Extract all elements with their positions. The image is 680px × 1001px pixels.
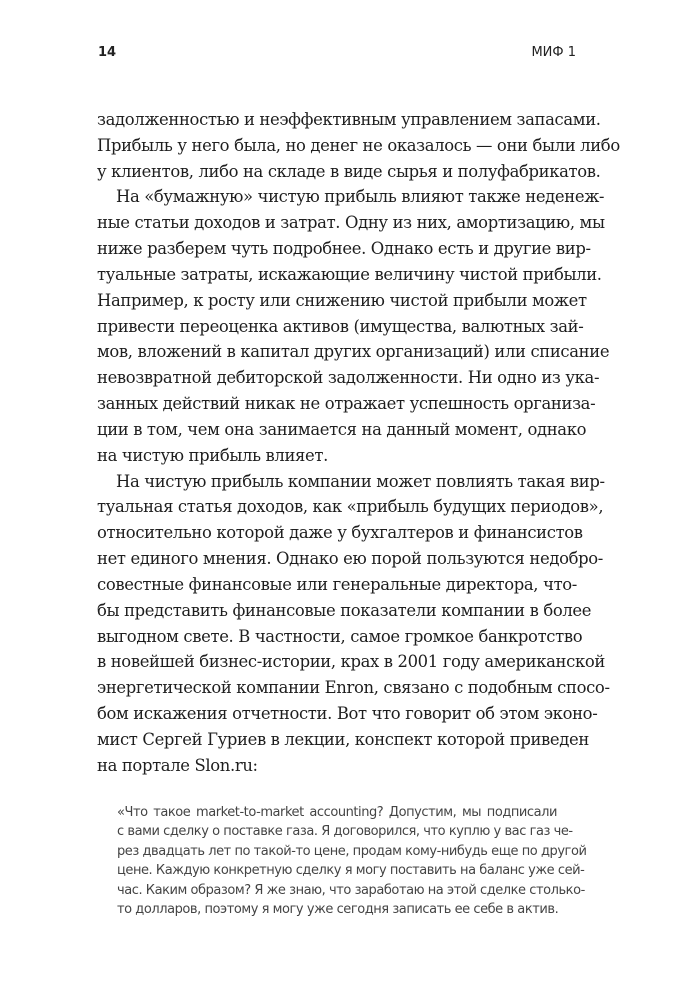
text-line: туальная статья доходов, как «прибыль будущих периодов», (97, 497, 604, 517)
text-line: нет единого мнения. Однако ею порой пользуются недобро- (97, 549, 603, 569)
block-quote (117, 803, 587, 919)
quote-line: «Что такое market-to-market accounting? Допустим, мы подписали (117, 805, 557, 820)
text-line: относительно которой даже у бухгалтеров и финансистов (97, 523, 583, 543)
text-line: Например, к росту или снижению чистой прибыли может (97, 290, 587, 310)
text-line: задолженностью и неэффективным управлением запасами. (97, 110, 601, 129)
paragraph (97, 107, 620, 184)
quote-line: цене. Каждую конкретную сделку я могу поставить на баланс уже сей- (117, 863, 585, 879)
running-head: МИФ 1 (531, 45, 576, 60)
text-line: на портале Slon.ru: (97, 755, 258, 775)
text-line: у клиентов, либо на складе в виде сырья и полуфабрикатов. (97, 161, 601, 181)
quote-line: с вами сделку о поставке газа. Я договорился, что куплю у вас газ че- (117, 824, 573, 840)
text-line: энергетической компании Enron, связано с подобным спосо- (97, 678, 610, 698)
quote-line: то долларов, поэтому я могу уже сегодня записать ее себе в актив. (117, 901, 559, 917)
page-number: 14 (98, 45, 117, 60)
body-text (97, 107, 620, 779)
text-line: мист Сергей Гуриев в лекции, конспект которой приведен (97, 729, 589, 749)
text-line: мов, вложений в капитал других организаций) или списание (97, 342, 610, 362)
quote-line: рез двадцать лет по такой-то цене, продам кому-нибудь еще по другой (117, 843, 587, 859)
text-line: ные статьи доходов и затрат. Одну из них, амортизацию, мы (97, 213, 605, 233)
text-line: на чистую прибыль влияет. (97, 445, 328, 465)
text-line: Прибыль у него была, но денег не оказалось — они были либо (97, 135, 620, 155)
text-line: На чистую прибыль компании может повлиять такая вир- (116, 471, 605, 491)
text-line: занных действий никак не отражает успешность организа- (97, 394, 596, 414)
text-line: ниже разберем чуть подробнее. Однако есть и другие вир- (97, 239, 591, 259)
text-line: бом искажения отчетности. Вот что говорит об этом эконо- (97, 704, 598, 724)
text-line: привести переоценка активов (имущества, валютных зай- (97, 316, 584, 336)
text-line: выгодном свете. В частности, самое громкое банкротство (97, 626, 583, 646)
paragraph (97, 469, 610, 779)
text-line: в новейшей бизнес-истории, крах в 2001 году американской (97, 652, 605, 672)
paragraph (97, 184, 610, 468)
quote-line: час. Каким образом? Я же знаю, что заработаю на этой сделке столько- (117, 882, 585, 898)
text-line: туальные затраты, искажающие величину чистой прибыли. (97, 264, 602, 284)
text-line: ции в том, чем она занимается на данный момент, однако (97, 419, 587, 439)
text-line: На «бумажную» чистую прибыль влияют также неденеж- (116, 187, 605, 207)
text-line: невозвратной дебиторской задолженности. Ни одно из ука- (97, 368, 600, 388)
text-line: бы представить финансовые показатели компании в более (97, 600, 592, 620)
text-line: совестные финансовые или генеральные директора, что- (97, 574, 577, 594)
